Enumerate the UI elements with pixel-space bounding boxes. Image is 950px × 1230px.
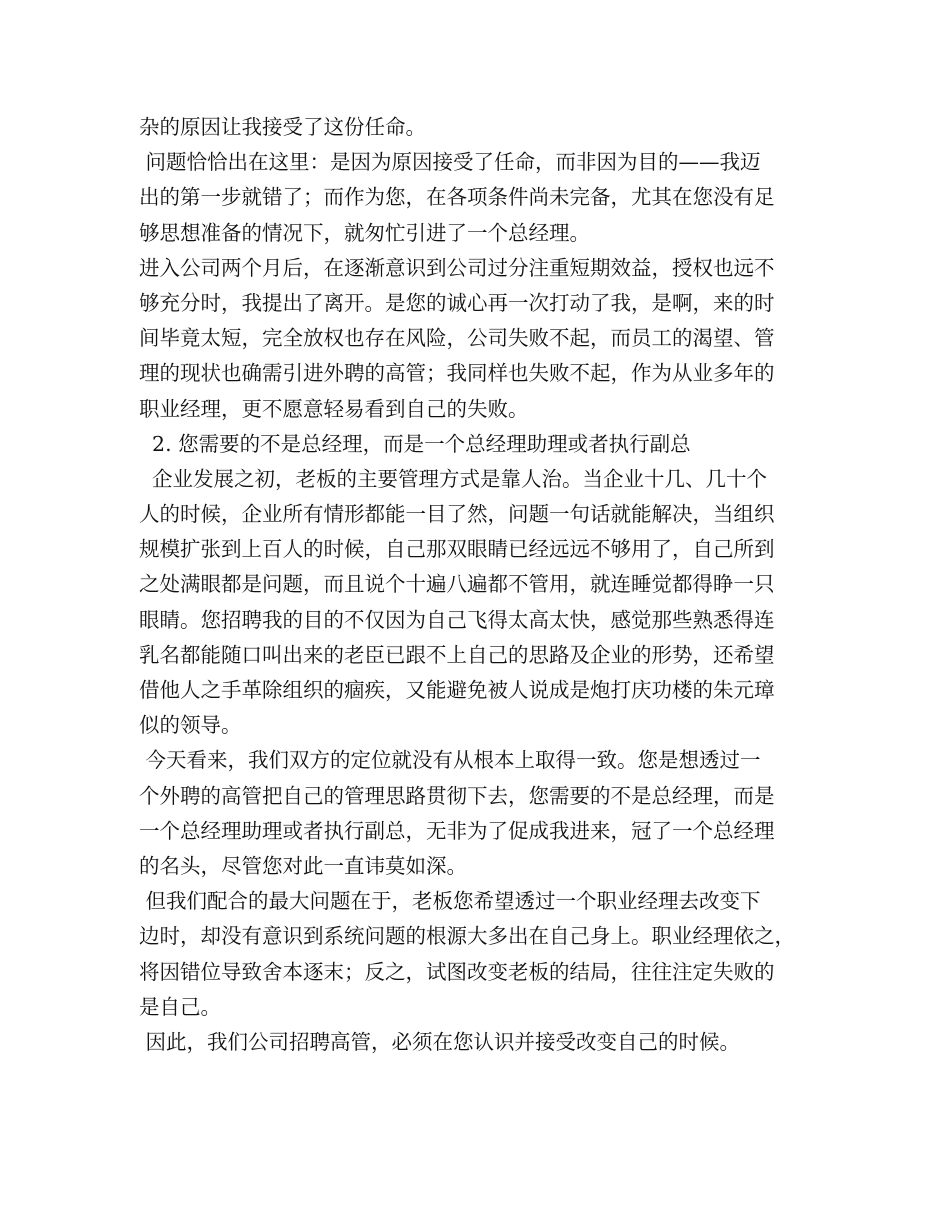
text-line: 规模扩张到上百人的时候，自己那双眼睛已经远远不够用了，自己所到 <box>139 537 775 562</box>
text-line: 出的第一步就错了；而作为您，在各项条件尚未完备，尤其在您没有足 <box>139 185 775 210</box>
text-line: 边时，却没有意识到系统问题的根源大多出在自己身上。职业经理依之， <box>139 924 795 949</box>
text-line: 一个总经理助理或者执行副总，无非为了促成我进来，冠了一个总经理 <box>139 818 775 843</box>
text-line: 人的时候，企业所有情形都能一目了然，问题一句话就能解决，当组织 <box>139 502 775 527</box>
text-line: 间毕竟太短，完全放权也存在风险，公司失败不起，而员工的渴望、管 <box>139 326 775 351</box>
text-line: 个外聘的高管把自己的管理思路贯彻下去，您需要的不是总经理，而是 <box>139 783 775 808</box>
text-line: 乳名都能随口叫出来的老臣已跟不上自己的思路及企业的形势，还希望 <box>139 642 775 667</box>
document-body <box>139 110 829 1060</box>
text-line: 杂的原因让我接受了这份任命。 <box>139 115 426 139</box>
text-line: 企业发展之初，老板的主要管理方式是靠人治。当企业十几、几十个 <box>139 466 768 491</box>
text-line: 今天看来，我们双方的定位就没有从根本上取得一致。您是想透过一 <box>139 748 761 773</box>
text-line: 借他人之手革除组织的痼疾，又能避免被人说成是炮打庆功楼的朱元璋 <box>139 678 775 702</box>
text-line: 够充分时，我提出了离开。是您的诚心再一次打动了我，是啊，来的时 <box>139 290 775 315</box>
text-line: 因此，我们公司招聘高管，必须在您认识并接受改变自己的时候。 <box>139 1029 741 1054</box>
section-heading: 2. 您需要的不是总经理，而是一个总经理助理或者执行副总 <box>139 431 691 456</box>
text-line: 眼睛。您招聘我的目的不仅因为自己飞得太高太快，感觉那些熟悉得连 <box>139 607 775 632</box>
text-line: 够思想准备的情况下，就匆忙引进了一个总经理。 <box>139 220 590 245</box>
text-line: 将因错位导致舍本逐末；反之，试图改变老板的结局，往往注定失败的 <box>139 959 775 984</box>
text-line: 但我们配合的最大问题在于，老板您希望透过一个职业经理去改变下 <box>139 889 761 914</box>
text-line: 之处满眼都是问题，而且说个十遍八遍都不管用，就连睡觉都得睁一只 <box>139 572 775 597</box>
text-line: 理的现状也确需引进外聘的高管；我同样也失败不起，作为从业多年的 <box>139 361 775 386</box>
text-line: 是自己。 <box>139 994 221 1019</box>
text-line: 进入公司两个月后，在逐渐意识到公司过分注重短期效益，授权也远不 <box>139 255 775 280</box>
text-line: 问题恰恰出在这里：是因为原因接受了任命，而非因为目的——我迈 <box>139 150 761 175</box>
text-line: 的名头，尽管您对此一直讳莫如深。 <box>139 853 467 878</box>
text-line: 似的领导。 <box>139 713 242 738</box>
text-line: 职业经理，更不愿意轻易看到自己的失败。 <box>139 396 529 421</box>
